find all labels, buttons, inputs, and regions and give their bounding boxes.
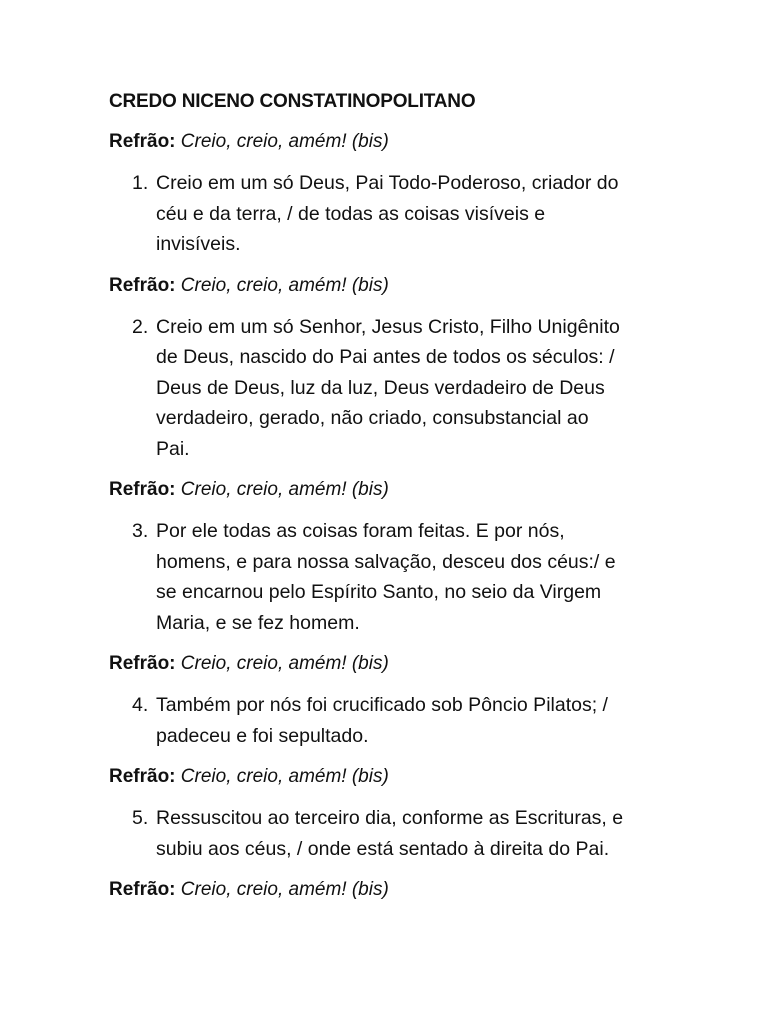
refrain-label: Refrão: [109,131,176,152]
verse-number: 2. [132,315,149,338]
refrain-label: Refrão: [109,766,176,787]
refrain-text: Creio, creio, amém! (bis) [180,131,389,152]
verse-text: Creio em um só Deus, Pai Todo-Poderoso, criador do céu e da terra, / de todas as coisas visíveis e invisíveis. [156,172,619,255]
refrain [109,128,669,156]
refrain [109,763,669,791]
refrain [109,650,669,678]
verse-3 [109,516,669,638]
refrain-text: Creio, creio, amém! (bis) [180,479,389,500]
verse-number: 5. [132,807,149,829]
refrain-label: Refrão: [109,653,176,674]
verse-2 [109,312,669,465]
document-page [109,88,669,916]
refrain-text: Creio, creio, amém! (bis) [180,766,389,787]
refrain-label: Refrão: [109,274,176,296]
refrain-label: Refrão: [109,879,176,900]
refrain-text: Creio, creio, amém! (bis) [180,274,389,296]
refrain [109,272,669,300]
verse-text: Ressuscitou ao terceiro dia, conforme as Escrituras, e subiu aos céus, / onde está sentado à direita do Pai. [156,807,624,860]
verse-number: 4. [132,694,149,716]
verse-4 [109,690,669,751]
refrain-text: Creio, creio, amém! (bis) [180,653,389,674]
verse-text: Creio em um só Senhor, Jesus Cristo, Filho Unigênito de Deus, nascido do Pai antes de todos os séculos: / Deus de Deus, luz da luz, Deus verdadeiro de Deus verdadeiro, gerado, não criado, consubstancial ao Pai. [156,315,620,460]
verse-number: 1. [132,172,149,194]
refrain [109,476,669,504]
document-title: CREDO NICENO CONSTATINOPOLITANO [109,91,476,112]
refrain [109,876,669,904]
refrain-label: Refrão: [109,479,176,500]
verse-text: Por ele todas as coisas foram feitas. E por nós, homens, e para nossa salvação, desceu dos céus:/ e se encarnou pelo Espírito Santo, no seio da Virgem Maria, e se fez homem. [156,520,616,634]
verse-5 [109,803,669,864]
verse-number: 3. [132,520,149,542]
refrain-text: Creio, creio, amém! (bis) [180,879,389,900]
verse-text: Também por nós foi crucificado sob Pôncio Pilatos; / padeceu e foi sepultado. [156,694,608,747]
verse-1 [109,168,669,260]
